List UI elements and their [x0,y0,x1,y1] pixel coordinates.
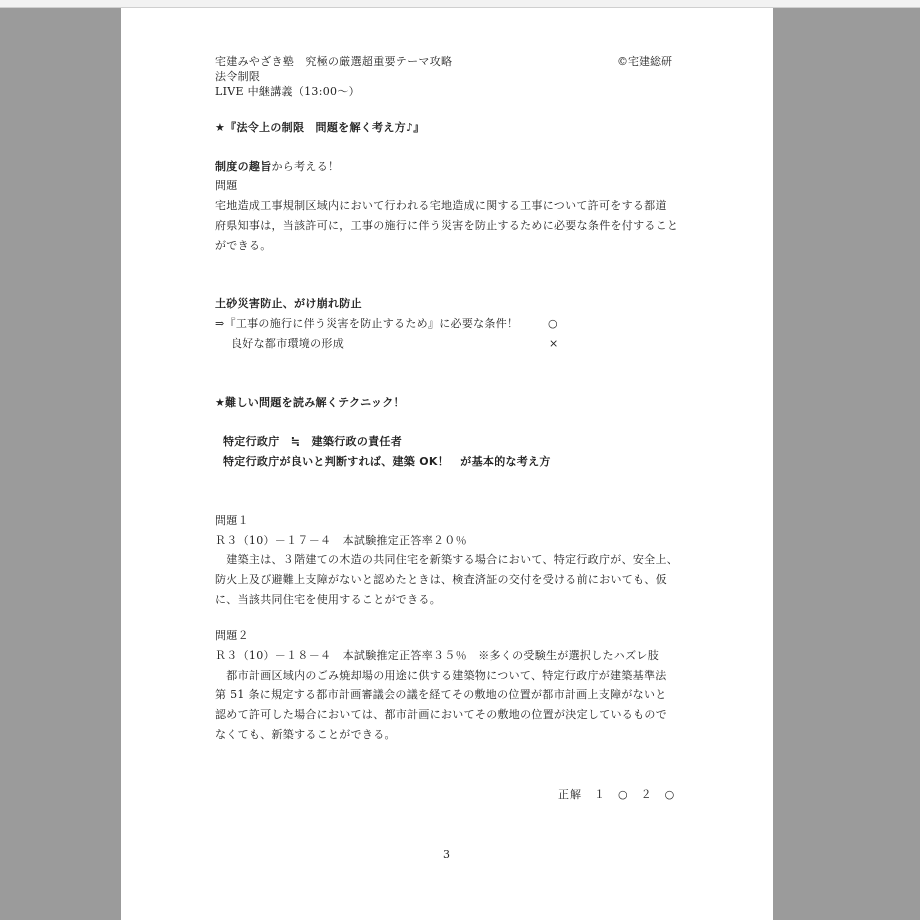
section2-line1: 特定行政庁 ≒ 建築行政の責任者 [223,435,403,448]
section2-line2: 特定行政庁が良いと判断すれば、建築 OK！ が基本的な考え方 [223,455,551,468]
window-top-bar [0,0,920,8]
section2-heading: ★難しい問題を読み解くテクニック！ [215,396,405,409]
copyright: ©宅建総研 [617,55,672,68]
answer-key: 正解 １ ○ ２ ○ [558,788,676,801]
header-title: 宅建みやざき塾 究極の厳選超重要テーマ攻略 [215,55,453,68]
section1-subheading [215,160,339,174]
key-heading: 土砂災害防止、がけ崩れ防止 [215,297,362,310]
problem-line: ができる。 [215,239,272,252]
header-subject: 法令制限 [215,70,261,83]
header-live: LIVE 中継講義（13:00～） [215,85,360,98]
subheading-bold: 制度の趣旨 [215,160,272,173]
problem-line: 宅地造成工事規制区域内において行われる宅地造成に関する工事について許可をする都道 [215,199,667,212]
q2-ref: Ｒ３（10）－１８－４ 本試験推定正答率３５％ ※多くの受験生が選択したハズレ肢 [215,649,659,662]
page-number: 3 [443,848,450,861]
choice-1: ⇒『工事の施行に伴う災害を防止するため』に必要な条件！ [215,317,519,330]
q1-line: 建築主は、３階建ての木造の共同住宅を新築する場合において、特定行政庁が、安全上、 [215,553,679,566]
q2-line: 認めて許可した場合においては、都市計画においてその敷地の位置が決定しているもので [215,708,667,721]
q1-label: 問題１ [215,514,249,527]
subheading-rest: から考える！ [271,160,340,173]
q2-label: 問題２ [215,629,249,642]
q2-line: なくても、新築することができる。 [215,728,396,741]
problem-line: 府県知事は，当該許可に，工事の施行に伴う災害を防止するために必要な条件を付すること [215,219,679,232]
choice-2: 良好な都市環境の形成 [231,337,344,350]
document-page [121,8,773,920]
circle-mark: ○ [548,317,558,330]
q2-line: 第 51 条に規定する都市計画審議会の議を経てその敷地の位置が都市計画上支障がないと [215,688,667,701]
section1-heading: ★『法令上の制限 問題を解く考え方♪』 [215,121,425,134]
cross-mark: × [549,337,559,350]
q2-line: 都市計画区域内のごみ焼却場の用途に供する建築物について、特定行政庁が建築基準法 [215,669,667,682]
q1-line: に、当該共同住宅を使用することができる。 [215,593,441,606]
problem-label: 問題 [215,179,238,192]
q1-line: 防火上及び避難上支障がないと認めたときは、検査済証の交付を受ける前においても、仮 [215,573,667,586]
q1-ref: Ｒ３（10）－１７－４ 本試験推定正答率２０％ [215,534,467,547]
